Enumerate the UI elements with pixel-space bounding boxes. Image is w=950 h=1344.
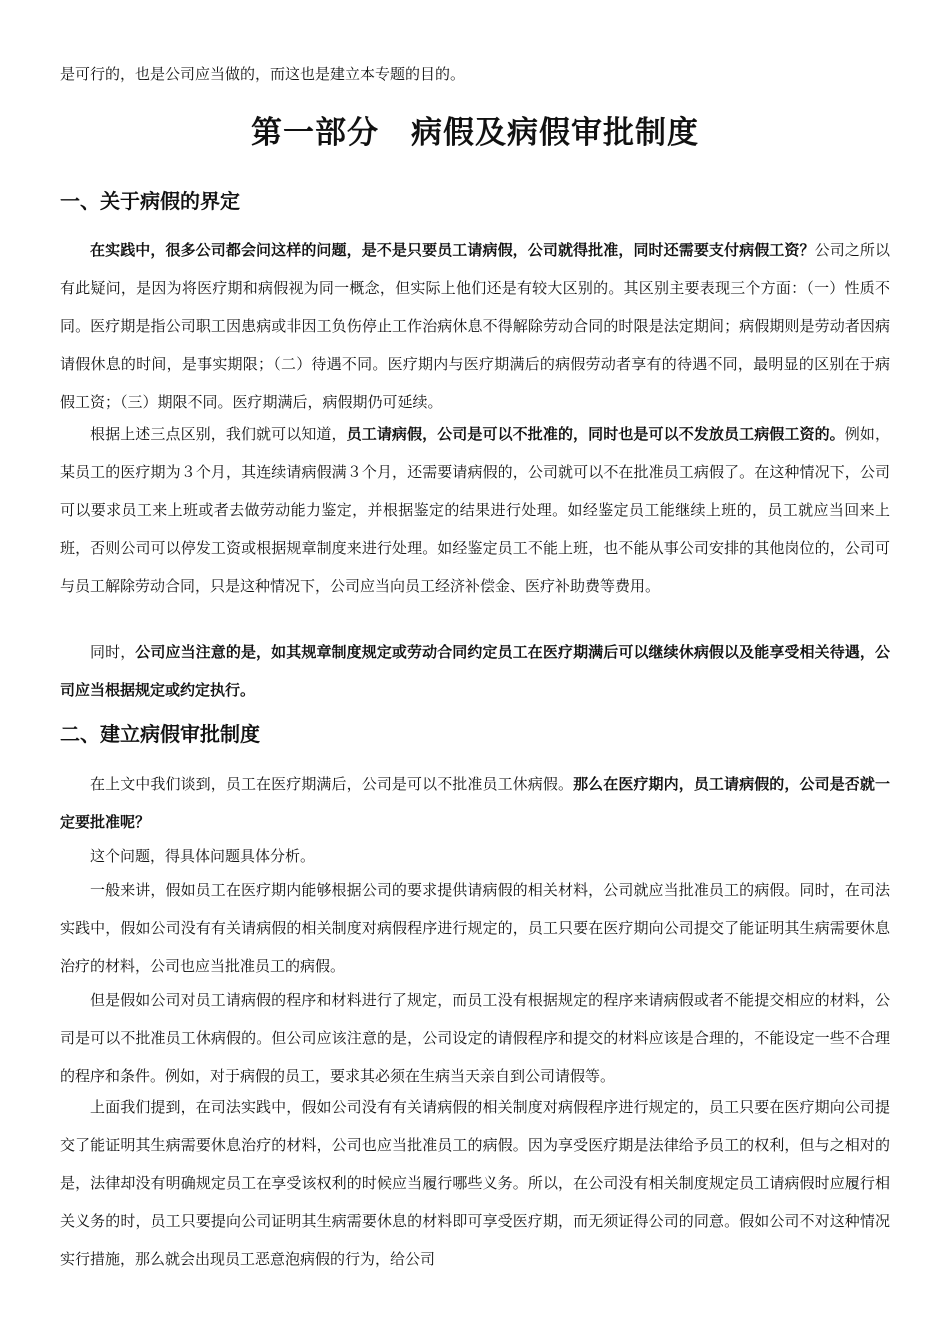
section2-paragraph-2: 这个问题，得具体问题具体分析。 [90, 847, 316, 865]
section1-paragraph-3 [60, 633, 890, 709]
section1-paragraph-2 [60, 415, 890, 605]
section1-p1-text: 公司之所以有此疑问，是因为将医疗期和病假视为同一概念，但实际上他们还是有较大区别的。其区别主要表现三个方面：（一）性质不同。医疗期是指公司职工因患病或非因工负伤停止工作治病休息不得解除劳动合同的时限是法定期间；病假期则是劳动者因病请假休息的时间，是事实期限；（二）待遇不同。医疗期内与医疗期满后的病假劳动者享有的待遇不同，最明显的区别在于病假工资；（三）期限不同。医疗期满后，病假期仍可延续。 [60, 241, 890, 411]
section2-paragraph-4: 但是假如公司对员工请病假的程序和材料进行了规定，而员工没有根据规定的程序来请病假或者不能提交相应的材料，公司是可以不批准员工休病假的。但公司应该注意的是，公司设定的请假程序和提交的材料应该是合理的，不能设定一些不合理的程序和条件。例如，对于病假的员工，要求其必须在生病当天亲自到公司请假等。 [60, 991, 890, 1085]
section1-p3-bold: 公司应当注意的是，如其规章制度规定或劳动合同约定员工在医疗期满后可以继续休病假以及能享受相关待遇，公司应当根据规定或约定执行。 [60, 643, 890, 699]
section1-p2-bold: 员工请病假，公司是可以不批准的，同时也是可以不发放员工病假工资的。 [346, 425, 845, 443]
section2-paragraph-3: 一般来讲，假如员工在医疗期内能够根据公司的要求提供请病假的相关材料，公司就应当批准员工的病假。同时，在司法实践中，假如公司没有有关请病假的相关制度对病假程序进行规定的，员工只要在医疗期向公司提交了能证明其生病需要休息治疗的材料，公司也应当批准员工的病假。 [60, 881, 890, 975]
section2-p1-bold: 那么在医疗期内，员工请病假的，公司是否就一定要批准呢？ [60, 775, 890, 831]
section1-p2-b: 例如，某员工的医疗期为３个月，其连续请病假满３个月，还需要请病假的，公司就可以不在批准员工病假了。在这种情况下，公司可以要求员工来上班或者去做劳动能力鉴定，并根据鉴定的结果进行处理。如经鉴定员工能继续上班的，员工就应当回来上班，否则公司可以停发工资或根据规章制度来进行处理。如经鉴定员工不能上班，也不能从事公司安排的其他岗位的，公司可与员工解除劳动合同，只是这种情况下，公司应当向员工经济补偿金、医疗补助费等费用。 [60, 425, 890, 595]
section1-p2-a: 根据上述三点区别，我们就可以知道， [90, 425, 347, 443]
section1-p1-bold: 在实践中，很多公司都会问这样的问题，是不是只要员工请病假，公司就得批准，同时还需要支付病假工资？ [90, 241, 815, 259]
intro-tail-paragraph: 是可行的，也是公司应当做的，而这也是建立本专题的目的。 [60, 65, 466, 83]
section2-paragraph-5: 上面我们提到，在司法实践中，假如公司没有有关请病假的相关制度对病假程序进行规定的，员工只要在医疗期向公司提交了能证明其生病需要休息治疗的材料，公司也应当批准员工的病假。因为享受医疗期是法律给予员工的权利，但与之相对的是，法律却没有明确规定员工在享受该权利的时候应当履行哪些义务。所以，在公司没有相关制度规定员工请病假时应履行相关义务的时，员工只要提向公司证明其生病需要休息的材料即可享受医疗期，而无须证得公司的同意。假如公司不对这种情况实行措施，那么就会出现员工恶意泡病假的行为，给公司 [60, 1098, 890, 1268]
section2-paragraph-1 [60, 765, 890, 841]
section1-paragraph-1 [60, 231, 890, 421]
part-title: 第一部分 病假及病假审批制度 [251, 115, 699, 151]
section1-heading: 一、关于病假的界定 [60, 189, 240, 213]
section2-heading: 二、建立病假审批制度 [60, 722, 260, 746]
section1-p3-a: 同时， [90, 643, 136, 661]
section2-p1-a: 在上文中我们谈到，员工在医疗期满后，公司是可以不批准员工休病假。 [90, 775, 574, 793]
